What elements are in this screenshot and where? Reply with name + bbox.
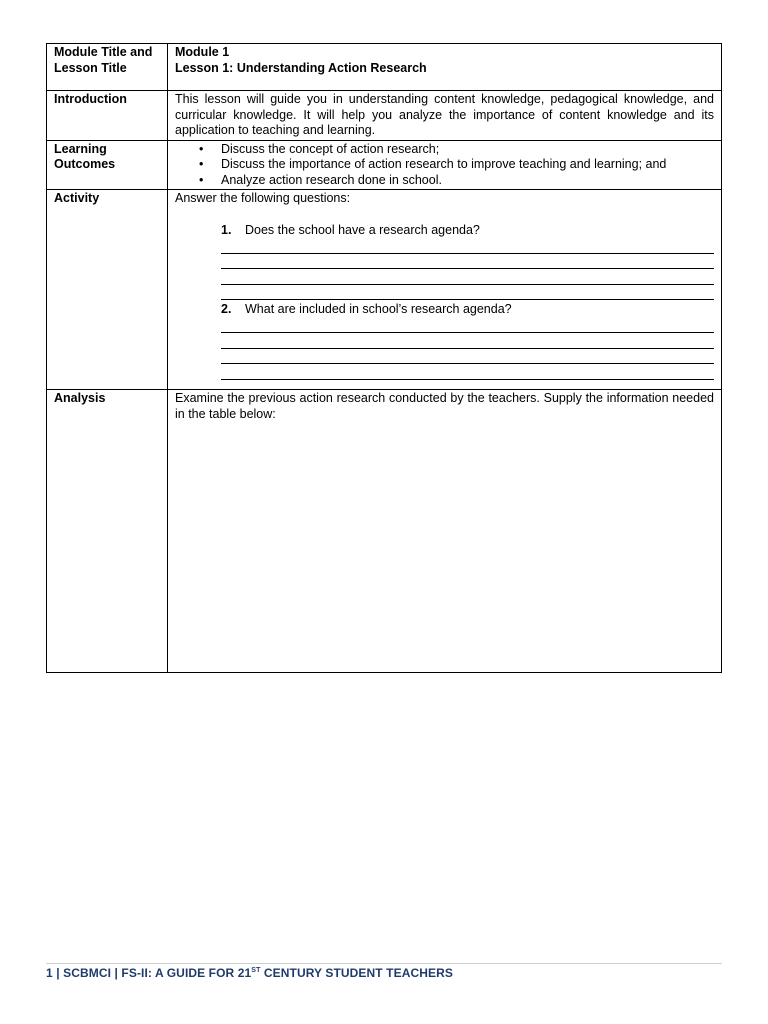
footer-divider [46,963,722,964]
activity-row [47,190,722,390]
footer-org: SCBMCI [63,966,112,980]
footer-title [121,966,453,980]
introduction-text: This lesson will guide you in understanding content knowledge, pedagogical knowledge, and curricular knowledge. It will help you analyze the importance of content knowledge and its application to teaching and learning. [168,91,722,141]
page-footer [46,966,453,980]
learning-outcomes-row [47,140,722,190]
answer-line[interactable] [221,238,714,254]
footer-title-suffix: CENTURY STUDENT TEACHERS [260,966,453,980]
activity-instruction: Answer the following questions: [175,191,351,205]
answer-line[interactable] [221,333,714,349]
answer-line[interactable] [221,318,714,334]
analysis-row [47,390,722,673]
footer-title-prefix: FS-II: A GUIDE FOR 21 [121,966,252,980]
question-number: 1. [221,222,232,237]
answer-line[interactable] [221,364,714,380]
introduction-row [47,91,722,141]
activity-cell [168,190,722,390]
module-number: Module 1 [175,45,230,59]
activity-label: Activity [47,190,168,390]
answer-line[interactable] [221,269,714,285]
answer-lines-1 [221,238,714,300]
question-number: 2. [221,302,232,316]
answer-lines-2 [221,318,714,380]
footer-title-superscript: ST [251,967,261,974]
module-table [46,43,722,673]
analysis-text: Examine the previous action research conducted by the teachers. Supply the information needed in the table below: [168,390,722,673]
module-title-label: Module Title and Lesson Title [47,44,168,91]
answer-line[interactable] [221,349,714,365]
analysis-label: Analysis [47,390,168,673]
question-text: What are included in school’s research agenda? [245,302,512,316]
activity-question-2 [221,302,714,318]
page-number: 1 [46,966,53,980]
module-title-cell [168,44,722,91]
module-title-row [47,44,722,91]
footer-separator: | [56,966,60,980]
outcomes-list [175,142,714,189]
activity-question-1 [221,223,714,239]
introduction-label: Introduction [47,91,168,141]
outcome-item: • Discuss the concept of action research; [221,142,714,158]
learning-outcomes-cell [168,140,722,190]
answer-line[interactable] [221,254,714,270]
outcome-item: • Analyze action research done in school. [221,173,714,189]
learning-outcomes-label: Learning Outcomes [47,140,168,190]
outcome-item: • Discuss the importance of action research to improve teaching and learning; and [221,157,714,173]
lesson-title: Lesson 1: Understanding Action Research [175,60,427,75]
question-text: Does the school have a research agenda? [245,222,480,237]
answer-line[interactable] [221,285,714,301]
footer-separator: | [114,966,118,980]
